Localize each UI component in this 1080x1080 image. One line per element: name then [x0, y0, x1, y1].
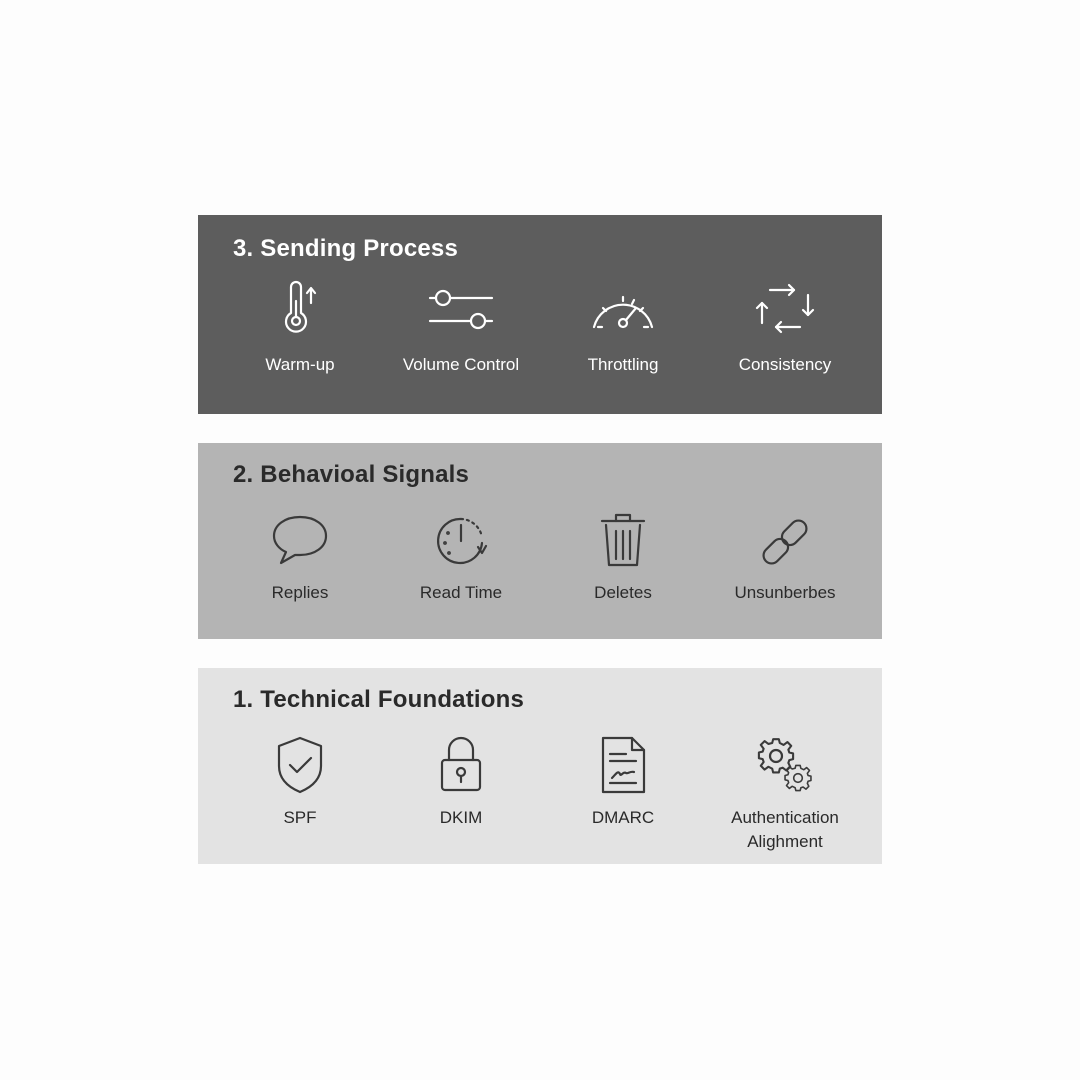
item-deletes [543, 509, 703, 605]
clock-icon [428, 509, 494, 575]
item-consistency [705, 281, 865, 377]
item-label: Authentication Alighment [731, 808, 839, 851]
signed-document-icon [590, 734, 656, 800]
item-label: Read Time [419, 583, 503, 602]
item-label: DMARC [591, 808, 655, 827]
item-label: Deletes [594, 583, 652, 602]
item-warm-up [220, 281, 380, 377]
item-replies [220, 509, 380, 605]
lock-icon [428, 734, 494, 800]
item-dmarc [543, 734, 703, 830]
gears-icon [752, 734, 818, 800]
item-throttling [543, 281, 703, 377]
item-label: DKIM [439, 808, 483, 827]
item-label: Throttling [587, 355, 659, 374]
thermometer-up-icon [267, 281, 333, 347]
item-label: Replies [271, 583, 329, 602]
panel-title: 1. Technical Foundations [233, 686, 525, 713]
gauge-icon [590, 281, 656, 347]
sliders-icon [428, 281, 494, 347]
panel-title: 2. Behavioal Signals [233, 461, 470, 488]
speech-bubble-icon [267, 509, 333, 575]
item-label: Unsunberbes [734, 583, 836, 602]
item-label: Volume Control [402, 355, 520, 374]
item-unsubscribes [705, 509, 865, 605]
panel-behavioral-signals [198, 443, 882, 639]
cycle-arrows-icon [752, 281, 818, 347]
item-label: Warm-up [265, 355, 335, 374]
panel-sending-process [198, 215, 882, 414]
trash-icon [590, 509, 656, 575]
item-dkim [381, 734, 541, 830]
shield-check-icon [267, 734, 333, 800]
item-authentication-alignment [705, 734, 865, 854]
item-spf [220, 734, 380, 830]
panel-title: 3. Sending Process [233, 235, 459, 262]
panel-technical-foundations [198, 668, 882, 864]
item-read-time [381, 509, 541, 605]
item-volume-control [381, 281, 541, 377]
item-label: Consistency [738, 355, 832, 374]
item-label: SPF [283, 808, 317, 827]
link-icon [752, 509, 818, 575]
